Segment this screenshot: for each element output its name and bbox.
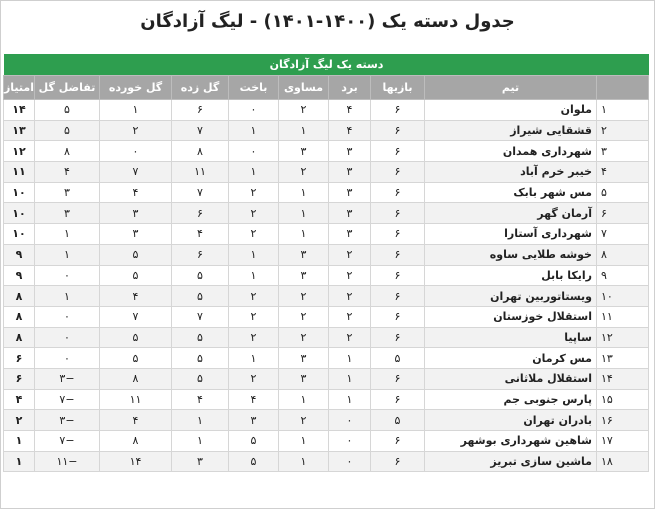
page-title: جدول دسته یک (۱۴۰۰-۱۴۰۱) - لیگ آزادگان	[140, 11, 515, 32]
drawn-cell: ۱	[279, 120, 329, 141]
goals-for-cell: ۶	[172, 203, 229, 224]
goal-diff-cell: ۰	[35, 348, 100, 369]
goal-diff-cell: ۱	[35, 286, 100, 307]
standings-table-wrapper	[4, 54, 649, 472]
goal-diff-cell: −۳	[35, 368, 100, 389]
drawn-cell: ۲	[279, 410, 329, 431]
points-cell: ۱۴	[4, 100, 35, 121]
won-cell: ۰	[329, 410, 371, 431]
goals-for-cell: ۷	[172, 182, 229, 203]
points-cell: ۱۰	[4, 203, 35, 224]
lost-cell: ۱	[229, 244, 279, 265]
lost-cell: ۱	[229, 120, 279, 141]
rank-cell: ۱۷	[597, 431, 649, 452]
goals-against-cell: ۴	[100, 182, 172, 203]
drawn-cell: ۲	[279, 327, 329, 348]
lost-cell: ۲	[229, 368, 279, 389]
table-row	[4, 141, 649, 162]
goals-against-cell: ۲	[100, 120, 172, 141]
drawn-cell: ۳	[279, 348, 329, 369]
won-cell: ۲	[329, 265, 371, 286]
won-cell: ۳	[329, 224, 371, 245]
goals-for-cell: ۵	[172, 286, 229, 307]
goal-diff-cell: −۱۱	[35, 451, 100, 472]
goal-diff-cell: ۰	[35, 327, 100, 348]
lost-cell: ۵	[229, 451, 279, 472]
points-cell: ۱۰	[4, 224, 35, 245]
won-cell: ۲	[329, 306, 371, 327]
rank-cell: ۱۰	[597, 286, 649, 307]
rank-cell: ۱۴	[597, 368, 649, 389]
lost-cell: ۰	[229, 141, 279, 162]
team-name-cell: شاهین شهرداری بوشهر	[425, 431, 597, 452]
rank-cell: ۳	[597, 141, 649, 162]
points-cell: ۹	[4, 244, 35, 265]
lost-cell: ۱	[229, 348, 279, 369]
rank-cell: ۷	[597, 224, 649, 245]
drawn-cell: ۱	[279, 224, 329, 245]
rank-cell: ۸	[597, 244, 649, 265]
team-name-cell: شهرداری آستارا	[425, 224, 597, 245]
drawn-cell: ۱	[279, 389, 329, 410]
won-cell: ۳	[329, 141, 371, 162]
team-name-cell: ملوان	[425, 100, 597, 121]
played-cell: ۶	[371, 389, 425, 410]
drawn-cell: ۱	[279, 431, 329, 452]
rank-cell: ۱۸	[597, 451, 649, 472]
lost-cell: ۲	[229, 182, 279, 203]
won-cell: ۳	[329, 162, 371, 183]
table-row	[4, 348, 649, 369]
goals-against-cell: ۳	[100, 203, 172, 224]
table-row	[4, 224, 649, 245]
goals-for-cell: ۴	[172, 389, 229, 410]
team-name-cell: شهرداری همدان	[425, 141, 597, 162]
won-cell: ۲	[329, 244, 371, 265]
points-cell: ۱۳	[4, 120, 35, 141]
team-name-cell: پارس جنوبی جم	[425, 389, 597, 410]
goal-diff-cell: −۷	[35, 389, 100, 410]
goals-against-cell: ۷	[100, 306, 172, 327]
goal-diff-cell: ۱	[35, 224, 100, 245]
col-header-goals-against: گل خورده	[100, 76, 172, 100]
rank-cell: ۲	[597, 120, 649, 141]
lost-cell: ۵	[229, 431, 279, 452]
played-cell: ۶	[371, 451, 425, 472]
points-cell: ۱۱	[4, 162, 35, 183]
goals-for-cell: ۶	[172, 100, 229, 121]
lost-cell: ۲	[229, 203, 279, 224]
table-row	[4, 327, 649, 348]
won-cell: ۱	[329, 348, 371, 369]
points-cell: ۹	[4, 265, 35, 286]
played-cell: ۶	[371, 244, 425, 265]
goal-diff-cell: ۴	[35, 162, 100, 183]
goals-against-cell: ۴	[100, 286, 172, 307]
played-cell: ۵	[371, 410, 425, 431]
goals-against-cell: ۵	[100, 348, 172, 369]
table-row	[4, 100, 649, 121]
points-cell: ۴	[4, 389, 35, 410]
won-cell: ۲	[329, 327, 371, 348]
team-name-cell: ساپیا	[425, 327, 597, 348]
goals-against-cell: ۴	[100, 410, 172, 431]
drawn-cell: ۳	[279, 368, 329, 389]
goal-diff-cell: ۳	[35, 203, 100, 224]
goal-diff-cell: −۳	[35, 410, 100, 431]
goals-against-cell: ۳	[100, 224, 172, 245]
drawn-cell: ۳	[279, 244, 329, 265]
table-header-row	[4, 76, 649, 100]
rank-cell: ۱۳	[597, 348, 649, 369]
rank-cell: ۱۵	[597, 389, 649, 410]
team-name-cell: ویستاتوربین تهران	[425, 286, 597, 307]
goal-diff-cell: ۰	[35, 306, 100, 327]
col-header-rank	[597, 76, 649, 100]
lost-cell: ۲	[229, 327, 279, 348]
won-cell: ۳	[329, 203, 371, 224]
played-cell: ۶	[371, 141, 425, 162]
team-name-cell: ماشین سازی تبریز	[425, 451, 597, 472]
table-row	[4, 368, 649, 389]
lost-cell: ۳	[229, 410, 279, 431]
col-header-lost: باخت	[229, 76, 279, 100]
won-cell: ۰	[329, 451, 371, 472]
goals-for-cell: ۵	[172, 265, 229, 286]
played-cell: ۶	[371, 265, 425, 286]
goals-for-cell: ۶	[172, 244, 229, 265]
standings-table	[3, 75, 649, 472]
goals-for-cell: ۴	[172, 224, 229, 245]
played-cell: ۶	[371, 431, 425, 452]
drawn-cell: ۱	[279, 203, 329, 224]
drawn-cell: ۱	[279, 451, 329, 472]
group-header: دسته یک لیگ آزادگان	[4, 54, 649, 75]
goal-diff-cell: ۵	[35, 100, 100, 121]
drawn-cell: ۲	[279, 100, 329, 121]
goals-for-cell: ۵	[172, 368, 229, 389]
goals-against-cell: ۸	[100, 431, 172, 452]
col-header-won: برد	[329, 76, 371, 100]
lost-cell: ۱	[229, 265, 279, 286]
goal-diff-cell: ۱	[35, 244, 100, 265]
points-cell: ۱۲	[4, 141, 35, 162]
points-cell: ۶	[4, 368, 35, 389]
points-cell: ۸	[4, 306, 35, 327]
team-name-cell: رایکا بابل	[425, 265, 597, 286]
points-cell: ۲	[4, 410, 35, 431]
won-cell: ۳	[329, 182, 371, 203]
points-cell: ۱۰	[4, 182, 35, 203]
rank-cell: ۱۶	[597, 410, 649, 431]
team-name-cell: بادران تهران	[425, 410, 597, 431]
goals-for-cell: ۱	[172, 431, 229, 452]
drawn-cell: ۳	[279, 265, 329, 286]
goals-against-cell: ۱۴	[100, 451, 172, 472]
rank-cell: ۱۱	[597, 306, 649, 327]
goals-for-cell: ۱۱	[172, 162, 229, 183]
drawn-cell: ۳	[279, 141, 329, 162]
goals-for-cell: ۱	[172, 410, 229, 431]
goals-for-cell: ۵	[172, 327, 229, 348]
col-header-drawn: مساوی	[279, 76, 329, 100]
goals-against-cell: ۷	[100, 162, 172, 183]
team-name-cell: مس کرمان	[425, 348, 597, 369]
team-name-cell: استقلال ملاثانی	[425, 368, 597, 389]
goals-for-cell: ۷	[172, 120, 229, 141]
rank-cell: ۹	[597, 265, 649, 286]
rank-cell: ۱	[597, 100, 649, 121]
lost-cell: ۱	[229, 162, 279, 183]
goals-for-cell: ۷	[172, 306, 229, 327]
lost-cell: ۰	[229, 100, 279, 121]
won-cell: ۱	[329, 368, 371, 389]
drawn-cell: ۱	[279, 182, 329, 203]
goal-diff-cell: −۷	[35, 431, 100, 452]
points-cell: ۸	[4, 327, 35, 348]
won-cell: ۱	[329, 389, 371, 410]
played-cell: ۶	[371, 120, 425, 141]
played-cell: ۶	[371, 224, 425, 245]
played-cell: ۶	[371, 162, 425, 183]
team-name-cell: آرمان گهر	[425, 203, 597, 224]
table-row	[4, 451, 649, 472]
goals-against-cell: ۸	[100, 368, 172, 389]
table-row	[4, 286, 649, 307]
table-row	[4, 410, 649, 431]
goals-for-cell: ۵	[172, 348, 229, 369]
won-cell: ۴	[329, 100, 371, 121]
played-cell: ۶	[371, 306, 425, 327]
team-name-cell: استقلال خوزستان	[425, 306, 597, 327]
played-cell: ۶	[371, 368, 425, 389]
points-cell: ۸	[4, 286, 35, 307]
goals-against-cell: ۵	[100, 265, 172, 286]
col-header-team: تیم	[425, 76, 597, 100]
played-cell: ۵	[371, 348, 425, 369]
played-cell: ۶	[371, 182, 425, 203]
table-row	[4, 389, 649, 410]
goal-diff-cell: ۸	[35, 141, 100, 162]
goals-against-cell: ۱	[100, 100, 172, 121]
goals-against-cell: ۱۱	[100, 389, 172, 410]
col-header-points: امتیاز	[4, 76, 35, 100]
team-name-cell: خیبر خرم آباد	[425, 162, 597, 183]
goal-diff-cell: ۳	[35, 182, 100, 203]
lost-cell: ۲	[229, 306, 279, 327]
won-cell: ۲	[329, 286, 371, 307]
col-header-goals-for: گل زده	[172, 76, 229, 100]
lost-cell: ۲	[229, 286, 279, 307]
table-row	[4, 265, 649, 286]
drawn-cell: ۲	[279, 306, 329, 327]
table-row	[4, 306, 649, 327]
goal-diff-cell: ۵	[35, 120, 100, 141]
table-row	[4, 162, 649, 183]
played-cell: ۶	[371, 327, 425, 348]
rank-cell: ۱۲	[597, 327, 649, 348]
goals-for-cell: ۸	[172, 141, 229, 162]
table-row	[4, 244, 649, 265]
col-header-goal-diff: تفاضل گل	[35, 76, 100, 100]
lost-cell: ۲	[229, 224, 279, 245]
points-cell: ۱	[4, 451, 35, 472]
table-body	[4, 100, 649, 472]
drawn-cell: ۲	[279, 162, 329, 183]
points-cell: ۱	[4, 431, 35, 452]
col-header-played: بازیها	[371, 76, 425, 100]
goals-for-cell: ۳	[172, 451, 229, 472]
team-name-cell: خوشه طلایی ساوه	[425, 244, 597, 265]
table-row	[4, 431, 649, 452]
goals-against-cell: ۵	[100, 327, 172, 348]
team-name-cell: قشقایی شیراز	[425, 120, 597, 141]
played-cell: ۶	[371, 100, 425, 121]
team-name-cell: مس شهر بابک	[425, 182, 597, 203]
goals-against-cell: ۵	[100, 244, 172, 265]
table-row	[4, 120, 649, 141]
rank-cell: ۵	[597, 182, 649, 203]
points-cell: ۶	[4, 348, 35, 369]
table-row	[4, 203, 649, 224]
goal-diff-cell: ۰	[35, 265, 100, 286]
rank-cell: ۶	[597, 203, 649, 224]
drawn-cell: ۲	[279, 286, 329, 307]
played-cell: ۶	[371, 286, 425, 307]
played-cell: ۶	[371, 203, 425, 224]
goals-against-cell: ۰	[100, 141, 172, 162]
rank-cell: ۴	[597, 162, 649, 183]
won-cell: ۴	[329, 120, 371, 141]
lost-cell: ۴	[229, 389, 279, 410]
table-row	[4, 182, 649, 203]
won-cell: ۰	[329, 431, 371, 452]
